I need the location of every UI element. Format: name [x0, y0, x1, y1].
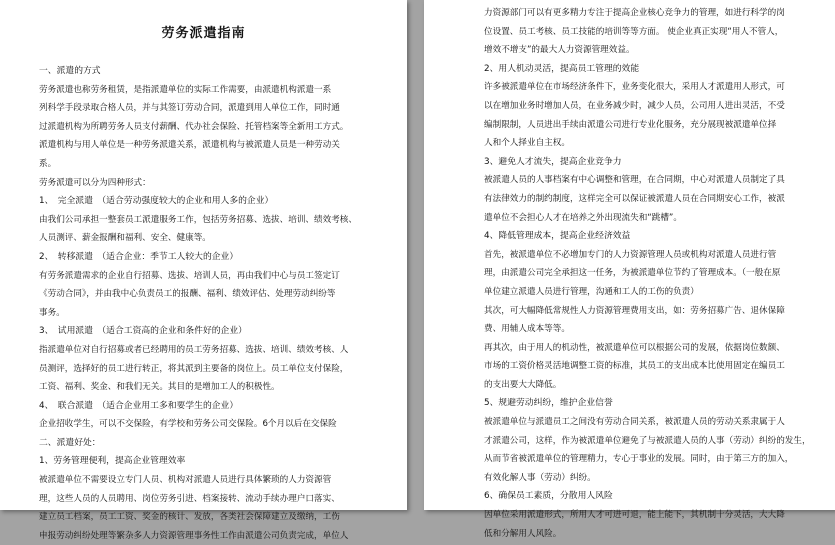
text-line: 有劳务派遣需求的企业自行招募、选拔、培训人员，再由我们中心与员工签定订	[39, 270, 340, 281]
text-line: 理，这些人员的人员聘用、岗位劳务引进、档案接转、流动手续办理户口落实、	[39, 493, 340, 504]
text-line: 理，由派遣公司完全承担这一任务，为被派遣单位节约了管理成本。（一般在原	[484, 268, 781, 279]
section-heading: 3、 试用派遣 （适合工资高的企业和条件好的企业）	[39, 326, 247, 337]
text-line: 过派遣机构为所聘劳务人员支付薪酬、代办社会保险、托管档案等全新用工方式。	[39, 121, 349, 132]
text-line: 许多被派遣单位在市场经济条件下，业务变化很大，采用人才派遣用人形式，可	[484, 82, 785, 93]
section-heading: 1、 完全派遣 （适合劳动强度较大的企业和用人多的企业）	[39, 196, 274, 207]
text-line: 被派遣单位不需要设立专门人员、机构对派遣人员进行具体繁琐的人力资源管	[39, 475, 332, 486]
section-heading: 4、降低管理成本，提高企业经济效益	[484, 231, 631, 242]
text-line: 被派遣人员的人事档案有中心调整和管理，在合同期，中心对派遣人员制定了具	[484, 175, 785, 186]
text-line: 力资源部门可以有更多精力专注于提高企业核心竞争力的管理，如进行科学的岗	[484, 8, 785, 18]
text-line: 的支出要大大降低。	[484, 379, 562, 390]
text-line: 指派遣单位对自行招募或者已经聘用的员工劳务招募、选拔、培训、绩效考核、人	[39, 344, 349, 355]
text-line: 单位建立派遣人员进行管理，沟通和工人的工伤的负责）	[484, 286, 699, 297]
text-line: 事务。	[39, 307, 65, 318]
document-title: 劳务派遣指南	[161, 26, 246, 41]
text-line: 有法律效力的制约制度，这样完全可以保证被派遣人员在合同期安心工作，被派	[484, 193, 785, 204]
text-line: 以在增加业务时增加人员，在业务减少时，减少人员，公司用人进出灵活，不受	[484, 100, 785, 111]
right-page-text	[484, 4, 817, 543]
text-line: 人和个人择业自主权。	[484, 138, 570, 149]
text-line: 人员测评、薪金报酬和福利、安全、健康等。	[39, 233, 211, 244]
text-line: 才派遣公司，这样，作为被派遣单位避免了与被派遣人员的人事（劳动）纠纷的发生，	[484, 435, 811, 446]
text-line: 劳务派遣可以分为四种形式：	[39, 177, 151, 188]
text-line: 工资、福利、奖金、和我们无关。其目的是增加工人的积极性。	[39, 382, 280, 393]
text-line: 有效化解人事（劳动）纠纷。	[484, 472, 596, 483]
text-line: 派遣机构与用人单位是一种劳务派遣关系，派遣机构与被派遣人员是一种劳动关	[39, 140, 340, 151]
section-heading: 2、用人机动灵活，提高员工管理的效能	[484, 63, 640, 74]
text-line: 市场的工资价格灵活地调整工资的标准，其员工的支出成本比使用固定在编员工	[484, 361, 785, 372]
section-heading: 2、 转移派遣 （适合企业：季节工人较大的企业）	[39, 251, 239, 262]
section-heading: 5、规避劳动纠纷，维护企业信誉	[484, 398, 613, 409]
document-page-right	[424, 0, 835, 539]
text-line: 首先，被派遣单位不必增加专门的人力资源管理人员或机构对派遣人员进行管	[484, 249, 777, 260]
text-line: 被派遣单位与派遣员工之间没有劳动合同关系，被派遣人员的劳动关系隶属于人	[484, 417, 785, 428]
text-line: 再其次，由于用人的机动性，被派遣单位可以根据公司的发展，依据岗位数额、	[484, 342, 785, 353]
text-line: 系。	[39, 158, 57, 169]
text-line: 列科学手段录取合格人员，并与其签订劳动合同，派遣到用人单位工作，同时通	[39, 103, 340, 114]
text-line: 员测评，选择好的员工进行转正，将其派到主要备的岗位上。员工单位支付保险，	[39, 363, 349, 374]
document-page-left	[0, 0, 407, 541]
text-line: 申报劳动纠纷处理等繁杂多人力资源管理事务性工作由派遣公司负责完成，单位人	[39, 530, 349, 541]
text-line: 其次，可大幅降低常规性人力资源管理费用支出，如：劳务招募广告、退休保障	[484, 305, 785, 316]
text-line: 从而节省被派遣单位的管理精力，专心于事业的发展。同时，由于第三方的加入，	[484, 454, 794, 465]
text-line: 遣单位不会担心人才在培养之外出现流失和“跳槽”。	[484, 212, 682, 223]
section-heading: 二、派遣好处：	[39, 437, 101, 448]
left-page-text	[39, 62, 380, 545]
text-line: 费、用辅人成本等等。	[484, 324, 570, 335]
text-line: 低和分解用人风险。	[484, 528, 562, 539]
text-line: 编制限制，人员进出手续由派遣公司进行专业化服务，充分展现被派遣单位择	[484, 119, 777, 130]
section-heading: 4、 联合派遣 （适合企业用工多和要学生的企业）	[39, 400, 239, 411]
text-line: 企业招收学生，可以不交保险，有学校和劳务公司交保险。6个月以后在交保险	[39, 419, 337, 430]
text-line: 《劳动合同》，并由我中心负责员工的报酬、福利、绩效评估、处理劳动纠纷等	[39, 289, 336, 300]
section-heading: 6、确保员工素质，分散用人风险	[484, 491, 613, 502]
text-line: 位设置、员工考核、员工技能的培训等等方面。 使企业真正实现“用人不管人，	[484, 26, 784, 37]
text-line: 因单位采用派遣形式，所用人才可进可退，能上能下，其机制十分灵活，大大降	[484, 510, 785, 521]
section-heading: 一、派遣的方式	[39, 66, 101, 76]
section-heading: 1、劳务管理便利，提高企业管理效率	[39, 456, 186, 467]
section-heading: 3、避免人才流失，提高企业竞争力	[484, 156, 622, 167]
text-line: 增效不增支”的最大人力资源管理效益。	[484, 45, 635, 56]
text-line: 由我们公司承担一整套员工派遣服务工作，包括劳务招募、选拔、培训、绩效考核、	[39, 214, 357, 225]
text-line: 建立员工档案，员工工资、奖金的核计、发放，各类社会保障建立及缴纳，工伤	[39, 512, 340, 523]
text-line: 劳务派遣也称劳务租赁，是指派遣单位的实际工作需要，由派遣机构派遣一系	[39, 84, 332, 95]
